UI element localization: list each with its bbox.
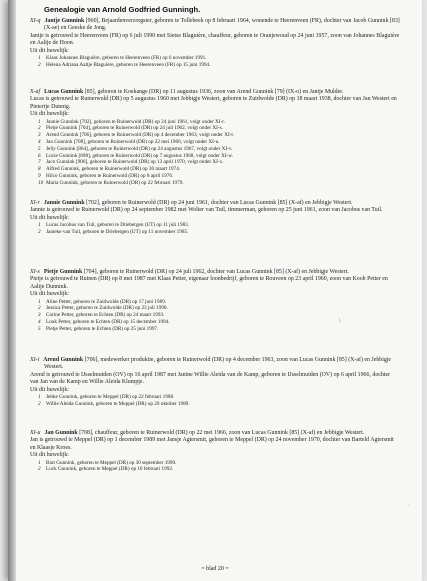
entry-children-intro: Uit dit huwelijk: [30,452,69,459]
list-item: 10 Maria Gunnink, geboren te Ruinerwold (DR) op 22 februari 1979. [38,179,184,186]
children-list [38,394,400,408]
document-page [8,0,422,581]
list-item: 1 Bart Gunnink, geboren te Meppel (DR) op 30 september 1990. [38,459,177,466]
entry-name: Jantje Gunnink [44,18,85,24]
list-item: 7 Jaco Gunnink [906], geboren te Ruinerwold (DR) op 13 april 1970, volgt onder XI-x. [38,159,224,166]
entry-children-intro: Uit dit huwelijk: [30,111,69,118]
entry-children-intro: Uit dit huwelijk: [30,47,69,54]
entry-marriage: Jan is getrouwd te Meppel (DR) op 1 december 1989 met Jansje Agtersmit, geboren te Meppel (DR) op 24 november 1970, dochter van Barteld Agtersmit en Klaasje Kroes. [30,437,394,451]
entry-text: [706], medewerker produktie, geboren te Ruinerwold (DR) op 4 december 1963, zoon van Lucas Gunnink [85] (X-af) en Jebbigje Westert. [44,357,392,371]
list-item: 2 Janieke van Tuil, geboren te Driebergen (UT) op 11 november 1985. [38,229,189,236]
genealogy-entry [30,89,400,187]
children-list [38,119,400,187]
children-list [38,299,400,333]
list-item: 1 Jannie Gunnink [702], geboren te Ruinerwold (DR) op 24 juni 1961, volgt onder XI-r. [38,118,225,125]
list-item: 1 Jebke Gunnink, geboren te Meppel (DR) op 22 februari 1988. [38,394,175,401]
children-list [38,55,400,69]
list-item: 2 Jessica Petter, geboren te Zuidwolde (DR) op 23 juli 1990. [38,305,168,312]
entry-code: XI-s [30,269,40,275]
entry-children-intro: Uit dit huwelijk: [30,386,69,393]
genealogy-entry [30,269,400,333]
entry-children-intro: Uit dit huwelijk: [30,291,69,298]
list-item: 1 Klaas Johannes Blaguière, geboren te Heerenveen (FR) op 6 november 1991. [38,55,207,62]
page-spine-shadow [8,0,16,581]
children-list [38,222,400,236]
entry-code: X-af [30,89,41,95]
children-list [38,460,400,474]
list-item: 2 Luck Gunnink, geboren te Meppel (DR) op 10 februari 1992. [38,466,174,473]
entry-code: XI-u [30,430,41,436]
entry-marriage: Lucas is getrouwd te Ruinerwold (DR) op 5 augustus 1960 met Jebbigje Westert, geboren te Zuidwolde (DR) op 18 maart 1938, dochter van Jan Westert en Pietertje Dunnig. [30,96,397,110]
entry-marriage: Arend is getrouwd te IJsselmuiden (OV) op 16 april 1987 met Janine Willie Aleida van de Kamp, geboren te IJsselmuiden (OV) op 6 april 1966, dochter van Jan van de Kamp en Willie Aleida Klumpje. [30,371,391,386]
entry-text: [702], geboren te Ruinerwold (DR) op 24 juni 1961, dochter van Lucas Gunnink [85] (X-af) en Jebbigje Westert. [84,200,353,206]
entry-name: Pietje Gunnink [43,269,83,275]
entry-text: [708], chauffeur, geboren te Ruinerwold (DR) op 22 mei 1966, zoon van Lucas Gunnink [85] (X-af) en Jebbigje Westert. [77,430,365,436]
list-item: 3 Arend Gunnink [706], geboren te Ruinerwold (DR) op 4 december 1963, volgt onder XI-t. [38,132,235,139]
entry-marriage: Jantje is getrouwd te Heerenveen (FR) op 6 juli 1990 met Sietse Blaguière, chauffeur, geboren te Oranjewoud op 24 juni 1957, zoon van Johannes Blaguière en Aaltje de Hoon. [30,32,400,47]
entry-text: [704], geboren te Ruinerwold (DR) op 24 juli 1962, dochter van Lucas Gunnink [85] (X-af) en Jebbigje Westert. [82,269,349,275]
entry-text: [960], Bejaardenverzorgster, geboren te Tollebeek op 8 februari 1964, wonende te Heerenveen (FR), dochter van Jacob Gunnink [83] (X-ae) en Geeske de Jong. [44,18,400,32]
genealogy-entry [30,357,400,408]
entry-name: Lucas Gunnink [44,89,84,95]
list-item: 2 Willie Aleida Gunnink, geboren te Meppel (DR) op 20 oktober 1989. [38,400,190,407]
list-item: 2 Helena Adriana Aaltje Blaguière, geboren te Heerenveen (FR) op 15 juni 1994. [38,61,211,68]
entry-name: Jannie Gunnink [43,200,85,206]
entry-name: Arend Gunnink [43,357,84,363]
genealogy-entry [30,200,400,236]
list-item: 8 Alfred Gunnink, geboren te Ruinerwold (DR) op 30 maart 1974. [38,166,181,173]
entry-code: XI-r [30,200,40,206]
entry-name: Jan Gunnink [44,430,78,436]
entry-marriage: Jannie is getrouwd te Ruinerwold (DR) op 24 september 1982 met Wolter van Tuil, timmerman, geboren op 25 juni 1961, zoon van Jacobus van Tuil. [30,207,383,214]
entry-code: XI-t [30,357,40,363]
list-item: 2 Pietje Gunnink [704], geboren te Ruinerwold (DR) op 24 juli 1962, volgt onder XI-s. [38,125,223,132]
entry-marriage: Pietje is getrouwd te Ruinen (DR) op 8 mei 1987 met Klaas Petter, eigenaar loonbedrijf, geboren te Rouveen op 23 april 1960, zoon van Koob Petter en Aaltje Dunnink. [30,276,388,290]
list-item: 4 Jan Gunnink [708], geboren te Ruinerwold (DR) op 22 mei 1966, volgt onder XI-u. [38,139,220,146]
list-item: 4 Louk Petter, geboren te Echten (DR) op 15 december 1994. [38,319,170,326]
entry-code: XI-q [30,18,41,24]
list-item: 5 Pietje Petter, geboren te Echten (DR) op 25 juni 1997. [38,325,159,332]
entry-text: [85], geboren te Koekange (DR) op 11 augustus 1936, zoon van Arend Gunnink [79] (IX-o) en Jantje Mulder. [83,89,344,95]
list-item: 6 Lucie Gunnink [898], geboren te Ruinerwold (DR) op 7 augustus 1968, volgt onder XI-w. [38,152,233,159]
list-item: 3 Corine Petter, geboren te Echten (DR) op 24 maart 1993. [38,312,165,319]
list-item: 5 Jelly Gunnink [864], geboren te Ruinerwold (DR) op 24 augustus 1967, volgt onder XI-v. [38,145,233,152]
list-item: 1 Lucas Jacobus van Tuil, geboren te Driebergen (UT) op 11 juli 1983. [38,222,190,229]
entry-children-intro: Uit dit huwelijk: [30,214,69,221]
list-item: 1 Aline Petter, geboren te Zuidwolde (DR) op 17 juni 1989. [38,298,167,305]
page-title: Genealogie van Arnold Godfried Gunningh. [44,5,201,14]
list-item: 9 Hilco Gunnink, geboren te Ruinerwold (DR) op 8 april 1976. [38,173,174,179]
genealogy-entry [30,18,400,69]
pencil-mark: ‘ [408,505,410,510]
genealogy-entry [30,430,400,473]
page-number: = blad 20 = [201,566,229,572]
pencil-mark: ∖ [338,319,342,324]
